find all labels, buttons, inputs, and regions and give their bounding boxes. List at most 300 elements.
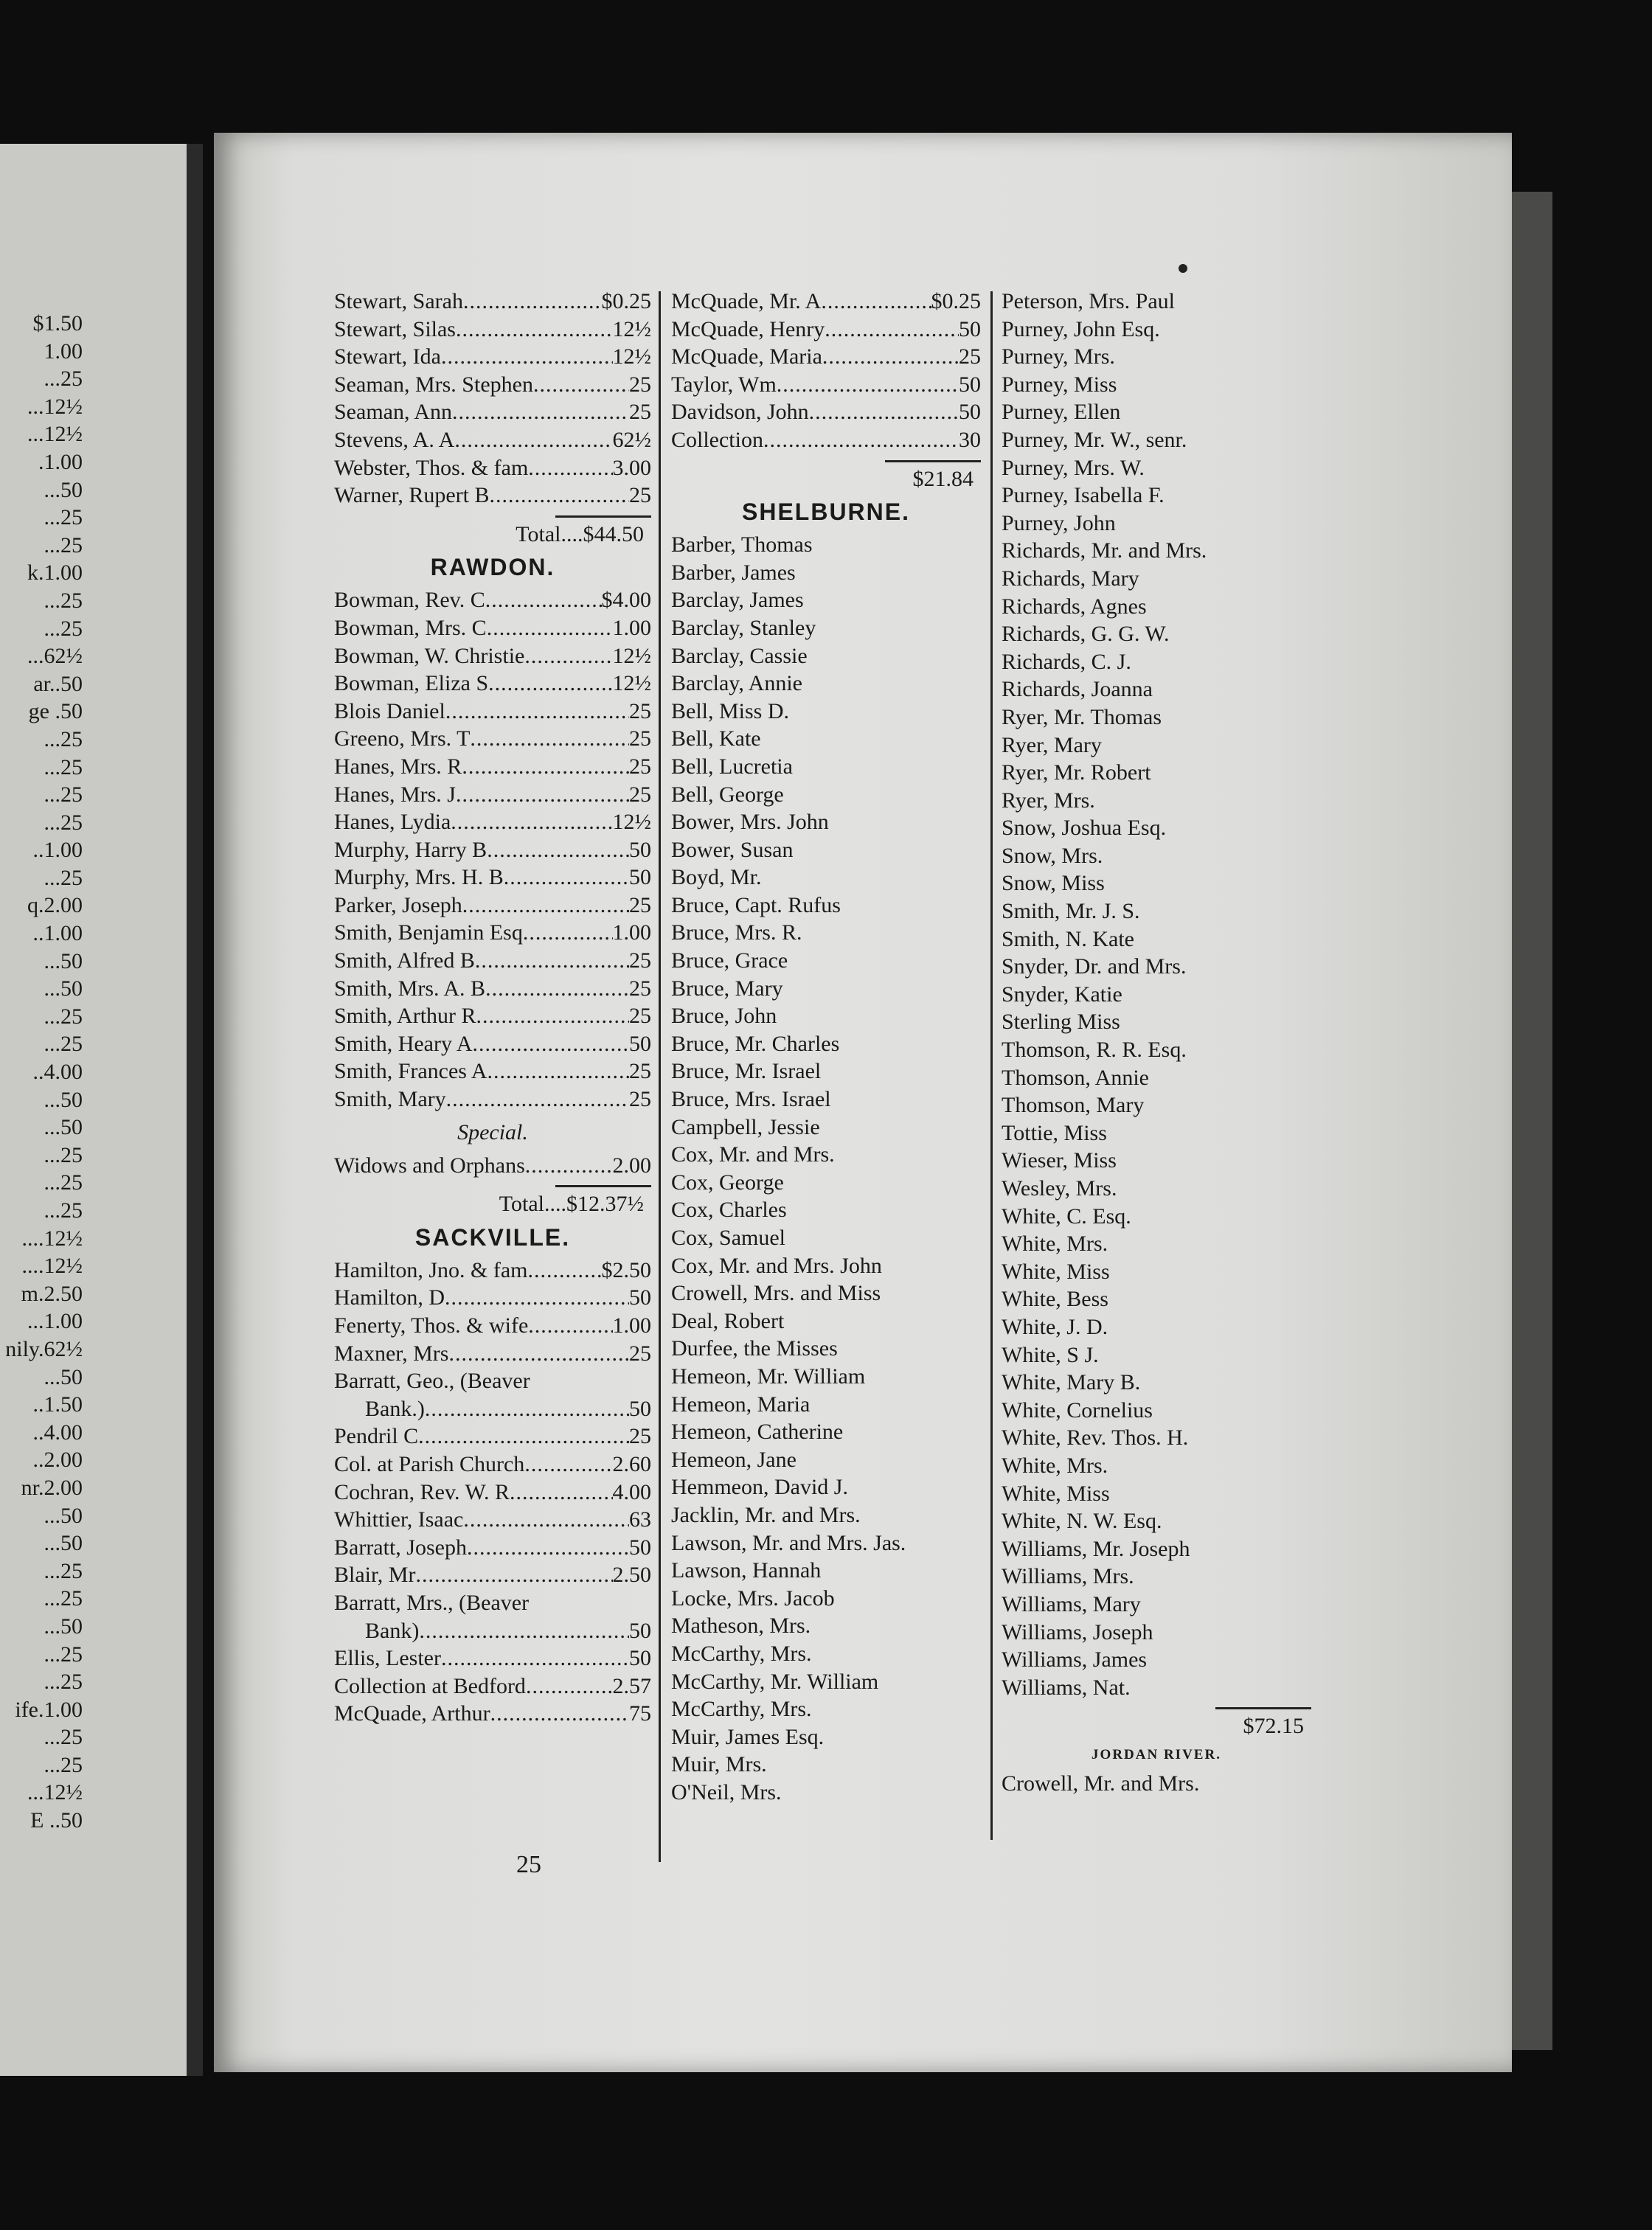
entry-name: McQuade, Henry	[671, 316, 825, 341]
list-entry: Ryer, Mr. Thomas	[1002, 704, 1162, 729]
entry-amount: 25	[629, 1087, 651, 1112]
list-entry: Bruce, Mary	[671, 976, 783, 1001]
amount-fragment: ...25	[44, 1170, 83, 1195]
list-entry: Muir, Mrs.	[671, 1752, 767, 1777]
entry-amount: 50	[629, 1535, 651, 1560]
leader-dots	[462, 753, 629, 781]
list-entry	[334, 975, 651, 1003]
total-rule	[555, 515, 651, 518]
entry-amount: 25	[629, 400, 651, 425]
list-entry: Peterson, Mrs. Paul	[1002, 289, 1175, 313]
amount-fragment: ..1.00	[32, 838, 83, 863]
entry-amount: 50	[959, 316, 981, 341]
amount-fragment: ..1.00	[32, 921, 83, 946]
list-entry: Smith, N. Kate	[1002, 926, 1134, 951]
list-entry: McCarthy, Mrs.	[671, 1641, 812, 1666]
list-entry	[334, 919, 651, 947]
entry-name: Stewart, Sarah	[334, 289, 463, 313]
list-entry: Barclay, Cassie	[671, 643, 808, 668]
list-entry: Jacklin, Mr. and Mrs.	[671, 1502, 861, 1527]
list-entry: White, C. Esq.	[1002, 1203, 1131, 1229]
leader-dots	[418, 1423, 629, 1451]
amount-fragment: ..4.00	[32, 1060, 83, 1085]
amount-fragment: ife.1.00	[15, 1697, 83, 1722]
leader-dots	[533, 371, 629, 399]
list-entry	[334, 1561, 651, 1589]
list-entry: McCarthy, Mr. William	[671, 1669, 879, 1694]
list-entry	[334, 1002, 651, 1030]
entry-amount: 75	[629, 1701, 651, 1726]
amount-fragment: ...50	[44, 1531, 83, 1556]
entry-amount: 25	[629, 1059, 651, 1084]
list-entry: Bower, Mrs. John	[671, 810, 829, 835]
list-entry: Hemeon, Catherine	[671, 1420, 844, 1445]
list-entry	[671, 343, 981, 371]
list-entry: Thomson, Mary	[1002, 1093, 1145, 1118]
leader-dots	[445, 698, 629, 726]
amount-fragment: ...25	[44, 810, 83, 835]
list-entry: Bruce, John	[671, 1004, 777, 1029]
list-entry: White, J. D.	[1002, 1314, 1108, 1339]
list-entry	[334, 1284, 651, 1312]
entry-name: McQuade, Maria	[671, 344, 822, 369]
leader-dots	[822, 343, 959, 371]
entry-amount: 3.00	[612, 455, 651, 480]
entry-amount: 63	[629, 1507, 651, 1532]
amount-fragment: ....12½	[21, 1254, 83, 1279]
leader-dots	[456, 781, 629, 809]
entry-amount: 12½	[612, 810, 651, 835]
amount-fragment: 1.00	[44, 338, 83, 364]
leader-dots	[777, 371, 959, 399]
leader-dots	[462, 892, 629, 920]
list-entry: Hemeon, Mr. William	[671, 1364, 866, 1389]
total-rule	[885, 460, 981, 462]
list-entry: Snyder, Dr. and Mrs.	[1002, 954, 1187, 979]
amount-fragment: ...25	[44, 616, 83, 641]
list-entry	[671, 316, 981, 344]
leader-dots	[456, 316, 613, 344]
amount-fragment: ...12½	[27, 422, 83, 447]
entry-amount: 12½	[612, 316, 651, 341]
entry-amount: 62½	[612, 427, 651, 452]
amount-fragment: ...25	[44, 1586, 83, 1611]
entry-name: Barratt, Geo., (Beaver	[334, 1369, 530, 1394]
list-entry: Bruce, Grace	[671, 948, 788, 973]
entry-amount: 25	[629, 976, 651, 1001]
leader-dots	[523, 919, 613, 947]
list-entry: Hemeon, Jane	[671, 1447, 796, 1472]
list-entry: Purney, Mrs.	[1002, 344, 1115, 369]
entry-name: Webster, Thos. & fam	[334, 455, 529, 480]
leader-dots	[487, 614, 613, 642]
list-entry: Cox, Mr. and Mrs.	[671, 1142, 835, 1167]
list-entry	[671, 426, 981, 454]
list-entry: White, Bess	[1002, 1287, 1108, 1312]
entry-amount: $4.00	[601, 588, 651, 613]
entry-amount: $2.50	[601, 1257, 651, 1282]
entry-amount: 25	[629, 1424, 651, 1449]
entry-amount: 2.57	[612, 1673, 651, 1698]
entry-name: Stevens, A. A	[334, 427, 455, 452]
list-entry	[334, 1479, 651, 1507]
list-entry	[334, 1152, 651, 1180]
list-entry	[334, 808, 651, 836]
list-entry	[334, 1257, 651, 1285]
entry-name: Collection	[671, 427, 763, 452]
section-total: $21.84	[912, 466, 974, 491]
entry-amount: 25	[629, 483, 651, 508]
entry-amount: 4.00	[612, 1479, 651, 1504]
column-1	[334, 288, 651, 1728]
entry-amount: 50	[959, 400, 981, 425]
leader-dots	[454, 426, 612, 454]
leader-dots	[524, 1451, 612, 1479]
list-entry	[671, 398, 981, 426]
list-entry	[334, 1451, 651, 1479]
leader-dots	[467, 1534, 629, 1562]
entry-amount: 12½	[612, 671, 651, 696]
list-entry: Wesley, Mrs.	[1002, 1176, 1117, 1201]
entry-amount: 50	[629, 1646, 651, 1671]
entry-amount: 25	[629, 1004, 651, 1029]
list-entry	[334, 836, 651, 864]
entry-amount: 2.00	[612, 1153, 651, 1178]
leader-dots	[448, 1340, 629, 1368]
list-entry	[334, 642, 651, 670]
amount-fragment: ...50	[44, 1364, 83, 1389]
list-entry: Thomson, Annie	[1002, 1065, 1149, 1090]
amount-fragment: ...1.00	[27, 1309, 83, 1334]
amount-fragment: ...25	[44, 1670, 83, 1695]
entry-name: Hanes, Mrs. R	[334, 754, 462, 779]
list-entry: White, Mary B.	[1002, 1370, 1141, 1395]
list-entry	[334, 1672, 651, 1701]
entry-amount: 25	[629, 782, 651, 807]
list-entry: Muir, James Esq.	[671, 1724, 825, 1749]
list-entry: Purney, Miss	[1002, 372, 1117, 397]
amount-fragment: nr.2.00	[21, 1475, 83, 1500]
entry-amount: 25	[629, 726, 651, 751]
leader-dots	[473, 1030, 630, 1058]
list-entry: Hemmeon, David J.	[671, 1475, 848, 1500]
list-entry: Barber, James	[671, 560, 796, 585]
list-entry: Williams, Joseph	[1002, 1619, 1153, 1644]
list-entry: Lawson, Hannah	[671, 1558, 822, 1583]
list-entry: O'Neil, Mrs.	[671, 1779, 782, 1805]
list-entry: Locke, Mrs. Jacob	[671, 1585, 835, 1611]
amount-fragment: ...50	[44, 948, 83, 973]
leader-dots	[446, 1086, 629, 1114]
list-entry	[334, 454, 651, 482]
list-entry	[334, 1589, 651, 1617]
entry-name: Smith, Frances A	[334, 1059, 487, 1084]
amount-fragment: ...50	[44, 477, 83, 502]
entry-amount: 50	[629, 1285, 651, 1310]
list-entry: Lawson, Mr. and Mrs. Jas.	[671, 1530, 906, 1555]
amount-fragment: ge .50	[28, 699, 83, 724]
entry-amount: 25	[629, 1341, 651, 1366]
entry-amount: 1.00	[612, 615, 651, 640]
list-entry: White, S J.	[1002, 1342, 1099, 1367]
leader-dots	[487, 836, 629, 864]
entry-name: Stewart, Silas	[334, 316, 456, 341]
list-entry	[334, 614, 651, 642]
entry-name: Seaman, Mrs. Stephen	[334, 372, 533, 397]
total-rule	[1215, 1707, 1311, 1709]
leader-dots	[463, 288, 602, 316]
leader-dots	[415, 1561, 612, 1589]
entry-amount: $0.25	[601, 289, 651, 313]
list-entry: Ryer, Mr. Robert	[1002, 760, 1151, 785]
leader-dots	[485, 975, 629, 1003]
entry-name: Hamilton, D	[334, 1285, 445, 1310]
list-entry: Purney, John Esq.	[1002, 316, 1160, 341]
list-entry: Tottie, Miss	[1002, 1120, 1107, 1145]
entry-name: Parker, Joseph	[334, 892, 462, 917]
list-entry	[334, 1030, 651, 1058]
amount-fragment: ...25	[44, 1032, 83, 1057]
column-2	[671, 288, 981, 1806]
amount-fragment: ....12½	[21, 1226, 83, 1251]
list-entry: Richards, G. G. W.	[1002, 622, 1170, 647]
amount-fragment: m.2.50	[21, 1281, 83, 1306]
entry-name: Murphy, Harry B	[334, 837, 487, 862]
column-divider	[659, 291, 661, 1862]
ink-speck	[1179, 264, 1187, 273]
amount-fragment: ...25	[44, 865, 83, 890]
entry-amount: 25	[959, 344, 981, 369]
list-entry	[334, 947, 651, 975]
list-entry: McCarthy, Mrs.	[671, 1697, 812, 1722]
list-entry	[334, 864, 651, 892]
section-total: Total....$44.50	[516, 521, 644, 546]
leader-dots	[463, 1506, 629, 1534]
leader-dots	[445, 1284, 629, 1312]
entry-amount: 1.00	[612, 1313, 651, 1338]
entry-name: Greeno, Mrs. T	[334, 726, 471, 751]
special-heading: Special.	[457, 1119, 528, 1144]
entry-name: Whittier, Isaac	[334, 1507, 464, 1532]
entry-name: Murphy, Mrs. H. B	[334, 865, 504, 890]
list-entry	[334, 781, 651, 809]
list-entry	[334, 1644, 651, 1672]
entry-name: Bowman, Rev. C	[334, 588, 485, 613]
list-entry	[334, 371, 651, 399]
list-entry: Bell, Kate	[671, 726, 761, 751]
leader-dots	[825, 316, 959, 344]
list-entry	[671, 288, 981, 316]
list-entry: Bruce, Mrs. R.	[671, 920, 802, 945]
entry-amount: 50	[629, 1031, 651, 1056]
list-entry: Snow, Joshua Esq.	[1002, 816, 1167, 841]
list-entry: Richards, Mary	[1002, 566, 1139, 591]
list-entry	[334, 1312, 651, 1340]
entry-amount: 50	[959, 372, 981, 397]
leader-dots	[470, 725, 629, 753]
section-total: Total....$12.37½	[499, 1192, 644, 1217]
list-entry	[334, 426, 651, 454]
entry-name: Warner, Rupert B	[334, 483, 490, 508]
entry-name: Smith, Arthur R	[334, 1004, 476, 1029]
amount-fragment: ..4.00	[32, 1420, 83, 1445]
list-entry: Bruce, Mrs. Israel	[671, 1087, 831, 1112]
list-entry	[334, 1700, 651, 1728]
list-entry	[334, 892, 651, 920]
leader-dots	[475, 947, 629, 975]
list-entry	[334, 698, 651, 726]
list-entry: Richards, Mr. and Mrs.	[1002, 538, 1207, 563]
amount-fragment: ...50	[44, 976, 83, 1001]
entry-name: Widows and Orphans	[334, 1153, 525, 1178]
list-entry: White, N. W. Esq.	[1002, 1509, 1162, 1534]
amount-fragment: ...25	[44, 588, 83, 613]
leader-dots	[527, 1257, 601, 1285]
entry-name: Smith, Benjamin Esq	[334, 920, 523, 945]
amount-fragment: ...25	[44, 1752, 83, 1777]
list-entry: Purney, Isabella F.	[1002, 483, 1165, 508]
list-entry: Crowell, Mr. and Mrs.	[1002, 1771, 1200, 1796]
section-heading-rawdon: RAWDON.	[430, 554, 555, 581]
entry-name: Seaman, Ann	[334, 400, 452, 425]
list-entry: Barclay, James	[671, 588, 804, 613]
amount-fragment: ...25	[44, 1642, 83, 1667]
leader-dots	[485, 586, 602, 614]
list-entry: White, Miss	[1002, 1259, 1110, 1284]
previous-page-amounts	[0, 310, 83, 1835]
amount-fragment: ...12½	[27, 394, 83, 419]
amount-fragment: ...12½	[27, 1780, 83, 1805]
amount-fragment: ..2.00	[32, 1448, 83, 1473]
section-heading-sackville: SACKVILLE.	[414, 1223, 571, 1251]
entry-amount: $0.25	[931, 289, 981, 313]
list-entry	[334, 316, 651, 344]
amount-fragment: ...25	[44, 1725, 83, 1750]
entry-name: Davidson, John	[671, 400, 809, 425]
leader-dots	[476, 1002, 629, 1030]
amount-fragment: ...25	[44, 1004, 83, 1029]
list-entry: Williams, James	[1002, 1647, 1148, 1672]
section-heading-shelburne: SHELBURNE.	[741, 499, 910, 526]
entry-name: Pendril C	[334, 1424, 419, 1449]
list-entry: Purney, John	[1002, 510, 1116, 535]
entry-amount: 25	[629, 698, 651, 723]
list-entry: Ryer, Mrs.	[1002, 788, 1095, 813]
leader-dots	[525, 1152, 613, 1180]
list-entry: Williams, Mr. Joseph	[1002, 1536, 1190, 1561]
leader-dots	[441, 343, 613, 371]
amount-fragment: ...25	[44, 1198, 83, 1223]
amount-fragment: nily.62½	[5, 1336, 83, 1361]
list-entry: Hemeon, Maria	[671, 1392, 811, 1417]
amount-fragment: ...25	[44, 367, 83, 392]
list-entry	[334, 1617, 651, 1645]
entry-name: Blois Daniel	[334, 698, 445, 723]
amount-fragment: k.1.00	[27, 560, 83, 586]
list-entry: Bower, Susan	[671, 837, 794, 862]
entry-amount: 50	[629, 837, 651, 862]
entry-name: Taylor, Wm	[671, 372, 777, 397]
entry-amount: 30	[959, 427, 981, 452]
list-entry: Barclay, Stanley	[671, 615, 816, 640]
leader-dots	[489, 482, 629, 510]
list-entry: Matheson, Mrs.	[671, 1614, 811, 1639]
list-entry: Ryer, Mary	[1002, 732, 1102, 757]
amount-fragment: $1.50	[32, 311, 83, 336]
list-entry	[334, 1395, 651, 1423]
entry-name: Cochran, Rev. W. R	[334, 1479, 510, 1504]
list-entry: Richards, Agnes	[1002, 594, 1147, 619]
amount-fragment: ...50	[44, 1614, 83, 1639]
list-entry	[334, 1506, 651, 1534]
amount-fragment: ...25	[44, 754, 83, 779]
leader-dots	[490, 1700, 629, 1728]
amount-fragment: ..1.50	[32, 1392, 83, 1417]
leader-dots	[441, 1644, 629, 1672]
list-entry: Purney, Mrs. W.	[1002, 455, 1145, 480]
list-entry: Snow, Mrs.	[1002, 843, 1103, 868]
list-entry: White, Miss	[1002, 1481, 1110, 1506]
list-entry	[334, 1367, 651, 1395]
list-entry: Campbell, Jessie	[671, 1114, 820, 1139]
leader-dots	[524, 642, 612, 670]
entry-amount: 50	[629, 1618, 651, 1643]
list-entry: White, Mrs.	[1002, 1232, 1108, 1257]
list-entry	[334, 725, 651, 753]
list-entry: Purney, Mr. W., senr.	[1002, 427, 1187, 452]
list-entry: Thomson, R. R. Esq.	[1002, 1038, 1187, 1063]
list-entry	[334, 1057, 651, 1086]
list-entry: Richards, Joanna	[1002, 677, 1153, 702]
entry-name: Smith, Alfred B	[334, 948, 475, 973]
entry-amount: 2.60	[612, 1451, 651, 1476]
entry-name: Bank)	[365, 1618, 420, 1643]
list-entry: Bell, Miss D.	[671, 698, 790, 723]
leader-dots	[488, 670, 612, 698]
list-entry: Barber, Thomas	[671, 532, 813, 558]
entry-name: Barratt, Mrs., (Beaver	[334, 1590, 530, 1615]
entry-amount: 25	[629, 948, 651, 973]
amount-fragment: ...25	[44, 532, 83, 558]
leader-dots	[821, 288, 931, 316]
list-entry: Bruce, Capt. Rufus	[671, 892, 841, 917]
list-entry: Williams, Nat.	[1002, 1675, 1131, 1700]
entry-amount: 2.50	[612, 1563, 651, 1588]
list-entry: White, Rev. Thos. H.	[1002, 1425, 1189, 1451]
entry-name: Bowman, Mrs. C	[334, 615, 487, 640]
entry-name: Collection at Bedford	[334, 1673, 526, 1698]
list-entry: Bruce, Mr. Charles	[671, 1031, 840, 1056]
entry-amount: 50	[629, 1396, 651, 1421]
leader-dots	[425, 1395, 629, 1423]
entry-name: Hamilton, Jno. & fam	[334, 1257, 528, 1282]
page-number: 25	[516, 1851, 541, 1878]
leader-dots	[451, 808, 612, 836]
leader-dots	[487, 1057, 630, 1086]
list-entry	[334, 1086, 651, 1114]
leader-dots	[504, 864, 629, 892]
list-entry: Bell, George	[671, 782, 784, 807]
list-entry: Cox, George	[671, 1170, 784, 1195]
entry-name: Smith, Mrs. A. B	[334, 976, 486, 1001]
leader-dots	[510, 1479, 612, 1507]
list-entry	[334, 586, 651, 614]
list-entry: Wieser, Miss	[1002, 1148, 1117, 1173]
amount-fragment: E ..50	[30, 1808, 83, 1833]
section-total: $72.15	[1243, 1714, 1304, 1739]
list-entry: Smith, Mr. J. S.	[1002, 899, 1140, 924]
amount-fragment: ...25	[44, 505, 83, 530]
